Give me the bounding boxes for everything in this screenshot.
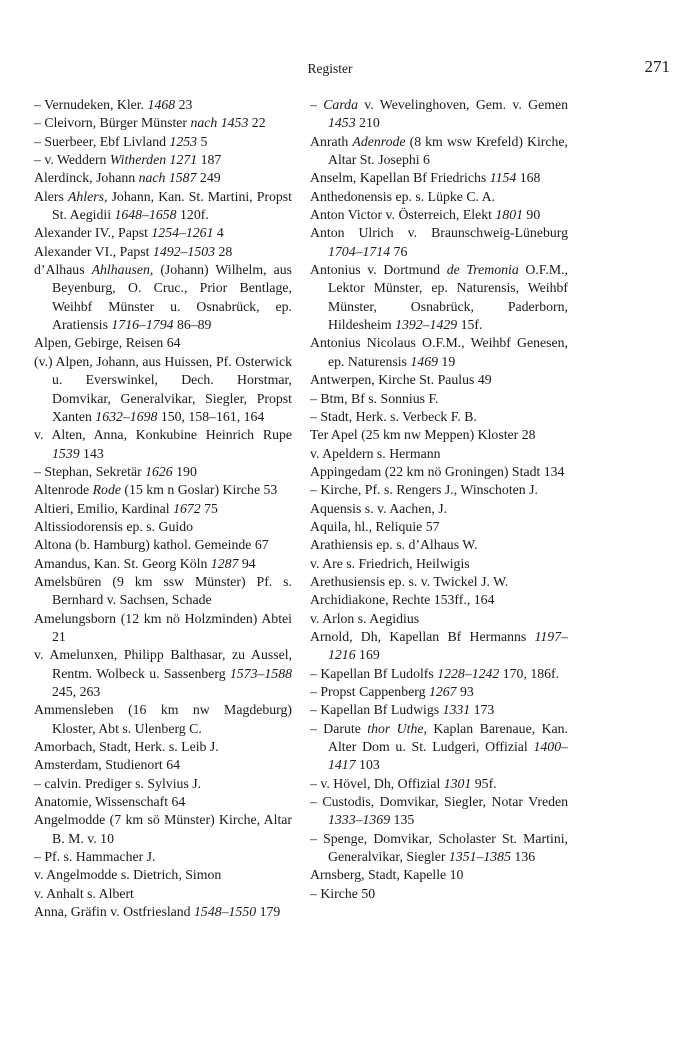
index-entry (34, 243, 292, 261)
running-head: Register (307, 61, 353, 76)
entry-text: 210 (355, 115, 380, 131)
entry-italic-text: 1539 (52, 445, 80, 461)
index-entry (34, 334, 292, 352)
index-entry (310, 536, 568, 554)
index-entry (310, 555, 568, 573)
index-entry (34, 646, 292, 701)
entry-text: 173 (470, 702, 495, 718)
entry-italic-text: thor Uthe, (367, 720, 427, 736)
entry-text: (15 km n Goslar) Kirche 53 (120, 482, 278, 498)
entry-italic-text: 1351–1385 (448, 849, 511, 865)
entry-italic-text: 1453 (328, 115, 356, 131)
index-entry (310, 261, 568, 334)
entry-text: 94 (238, 555, 256, 571)
index-column-left (34, 96, 292, 921)
entry-italic-text: Witherden 1271 (109, 152, 198, 168)
entry-text: 75 (200, 500, 218, 516)
entry-text: Amelsbüren (9 km ssw Münster) Pf. s. Bernhard v. Sachsen, Schade (34, 573, 292, 608)
entry-italic-text: 1228–1242 (437, 665, 500, 681)
entry-italic-text: 1716–1794 (111, 317, 174, 333)
entry-text: Anthedonensis ep. s. Lüpke C. A. (310, 188, 496, 204)
entry-text: v. Amelunxen, Philipp Balthasar, zu Aussel, Rentm. Wolbeck u. Sassenberg (34, 647, 292, 681)
index-entry (310, 334, 568, 371)
index-entry (310, 206, 568, 224)
index-entry (34, 811, 292, 848)
entry-text: v. Arlon s. Aegidius (310, 610, 420, 626)
entry-italic-text: 1469 (410, 353, 438, 369)
index-entry (310, 866, 568, 884)
entry-text: Altenrode (34, 482, 93, 498)
entry-italic-text: 1197–1216 (328, 628, 568, 663)
entry-italic-text: 1267 (428, 684, 457, 699)
entry-italic-text: 1400–1417 (328, 739, 568, 773)
entry-italic-text: 1253 (169, 133, 198, 149)
entry-italic-text: nach 1453 (190, 115, 249, 131)
entry-italic-text: 1573–1588 (229, 665, 292, 681)
entry-text: 19 (437, 353, 456, 369)
entry-italic-text: 1492–1503 (152, 243, 216, 259)
index-entry (310, 591, 568, 609)
entry-text: Alers (34, 188, 68, 204)
index-entry (310, 371, 568, 389)
entry-text: Antwerpen, Kirche St. Paulus 49 (310, 372, 492, 388)
index-entry (34, 426, 292, 463)
entry-text: Anton Victor v. Österreich, Elekt (310, 207, 496, 223)
entry-italic-text: 1548–1550 (194, 904, 257, 920)
entry-text: 76 (390, 243, 408, 259)
entry-text: 249 (196, 170, 221, 186)
entry-text: – Spenge, Domvikar, Scholaster St. Martini, Generalvikar, Siegler (310, 830, 568, 865)
entry-text: 190 (172, 463, 197, 479)
entry-text: O.F.M., Lektor Münster, ep. Naturensis, Weihbf Münster, Osnabrück, Paderborn, Hildesheim (328, 262, 569, 333)
index-entry (34, 169, 292, 187)
entry-italic-text: Ahlhausen, (91, 262, 154, 278)
entry-text: 95f. (471, 775, 497, 791)
entry-text: v. Alten, Anna, Konkubine Heinrich Rupe (34, 427, 292, 443)
entry-text: Arnsberg, Stadt, Kapelle 10 (310, 867, 464, 883)
entry-text: 23 (175, 97, 193, 112)
index-entry (310, 775, 568, 793)
page-number: 271 (644, 57, 670, 76)
entry-text: 15f. (457, 317, 483, 333)
entry-text: Johann, Kan. St. Martini, Propst St. Aegidii (52, 188, 292, 223)
entry-italic-text: 1154 (489, 170, 517, 186)
index-entry (310, 390, 568, 408)
entry-text: 120f. (176, 207, 209, 223)
entry-text: 5 (197, 133, 208, 149)
entry-text: Archidiakone, Rechte 153ff., 164 (310, 592, 495, 608)
entry-text: (Johann) Wilhelm, aus Beyenburg, O. Cruc., Prior Bentlage, Weihbf Münster u. Osnabrück, ep. Aratiensis (52, 262, 292, 333)
index-entry (310, 628, 568, 665)
index-entry (310, 518, 568, 536)
entry-text: – Cleivorn, Bürger Münster (34, 115, 191, 131)
entry-text: Arethusiensis ep. s. v. Twickel J. W. (310, 573, 509, 589)
entry-text: v. Are s. Friedrich, Heilwigis (310, 555, 470, 571)
index-entry (310, 885, 568, 903)
entry-italic-text: de Tremonia (446, 262, 519, 278)
index-entry (34, 463, 292, 481)
index-entry (310, 720, 568, 775)
index-entry (310, 426, 568, 444)
entry-text: – Stadt, Herk. s. Verbeck F. B. (310, 408, 477, 424)
entry-text: Alpen, Gebirge, Reisen 64 (34, 335, 181, 351)
index-entry (34, 224, 292, 242)
entry-text: Anton Ulrich v. Braunschweig-Lüneburg (310, 225, 568, 241)
entry-text: Aquila, hl., Reliquie 57 (310, 518, 440, 534)
entry-text: – Stephan, Sekretär (34, 463, 146, 479)
entry-text: Aquensis s. v. Aachen, J. (310, 500, 448, 516)
index-entry (34, 866, 292, 884)
entry-text: Anatomie, Wissenschaft 64 (34, 794, 186, 810)
index-entry (310, 573, 568, 591)
entry-italic-text: 1672 (173, 500, 201, 516)
entry-italic-text: 1468 (147, 97, 176, 112)
entry-text: 187 (197, 152, 222, 168)
index-entry (34, 573, 292, 610)
entry-text: Antonius Nicolaus O.F.M., Weihbf Genesen, ep. Naturensis (310, 335, 568, 369)
entry-text: 169 (355, 647, 380, 663)
index-entry (34, 555, 292, 573)
entry-text: Antonius v. Dortmund (310, 262, 447, 278)
index-entry (34, 353, 292, 426)
entry-text: Arnold, Dh, Kapellan Bf Hermanns (310, 628, 535, 644)
entry-text: (8 km wsw Krefeld) Kirche, Altar St. Josephi 6 (328, 133, 568, 168)
entry-text: 170, 186f. (499, 665, 560, 681)
index-entry (34, 518, 292, 536)
index-entry (310, 224, 568, 261)
entry-text: (v.) Alpen, Johann, aus Huissen, Pf. Osterwick u. Everswinkel, Dech. Horstmar, Domvikar, Generalvikar, Siegler, Propst Xanten (34, 353, 292, 424)
index-entry (310, 830, 568, 867)
index-entry (34, 793, 292, 811)
entry-text: Ammensleben (16 km nw Magdeburg) Kloster, Abt s. Ulenberg C. (34, 702, 292, 736)
entry-italic-text: 1648–1658 (114, 207, 177, 223)
entry-italic-text: 1333–1369 (328, 812, 391, 828)
entry-text: Amelungsborn (12 km nö Holzminden) Abtei 21 (34, 610, 292, 644)
entry-italic-text: Adenrode (352, 133, 406, 149)
entry-text: – Custodis, Domvikar, Siegler, Notar Vreden (310, 794, 568, 810)
index-entry (34, 188, 292, 225)
entry-text: Amandus, Kan. St. Georg Köln (34, 555, 211, 571)
entry-text: – Pf. s. Hammacher J. (34, 849, 156, 865)
index-entry (310, 701, 568, 719)
entry-text: d’Alhaus (34, 262, 92, 278)
index-entry (310, 610, 568, 628)
entry-italic-text: 1254–1261 (151, 225, 214, 241)
entry-text: v. Wevelinghoven, Gem. v. Gemen (357, 97, 568, 112)
index-entry (34, 738, 292, 756)
index-entry (34, 133, 292, 151)
entry-text: 90 (522, 207, 541, 223)
entry-text: v. Apeldern s. Hermann (310, 445, 441, 461)
entry-text: Amsterdam, Studienort 64 (34, 757, 180, 773)
entry-italic-text: 1301 (443, 775, 472, 791)
entry-italic-text: 1392–1429 (395, 317, 458, 333)
index-entry (310, 445, 568, 463)
index-entry (310, 96, 568, 133)
entry-italic-text: 1331 (442, 702, 471, 718)
entry-text: 28 (215, 243, 233, 259)
entry-text: 136 (510, 849, 536, 865)
index-entry (34, 261, 292, 334)
entry-text: 135 (390, 812, 415, 828)
entry-text: 245, 263 (52, 684, 101, 699)
index-entry (310, 665, 568, 683)
index-entry (34, 885, 292, 903)
entry-text: v. Anhalt s. Albert (34, 885, 134, 901)
entry-text: Appingedam (22 km nö Groningen) Stadt 134 (310, 463, 565, 479)
entry-text: – v. Weddern (34, 152, 110, 168)
entry-text: v. Angelmodde s. Dietrich, Simon (34, 867, 222, 883)
index-entry (310, 169, 568, 187)
index-entry (34, 96, 292, 114)
entry-italic-text: 1801 (495, 207, 523, 223)
entry-italic-text: 1287 (210, 555, 239, 571)
entry-text: Kaplan Barenaue, Kan. Alter Dom u. St. Ludgeri, Offizial (328, 720, 568, 755)
entry-text: – Kirche 50 (310, 885, 376, 901)
entry-text: Alexander VI., Papst (34, 243, 153, 259)
entry-text: 168 (516, 170, 541, 186)
entry-text: – Kirche, Pf. s. Rengers J., Winschoten J. (310, 482, 538, 498)
entry-text: Alerdinck, Johann (34, 170, 139, 186)
entry-italic-text: nach 1587 (138, 170, 197, 186)
index-entry (34, 151, 292, 169)
entry-text: 150, 158–161, 164 (157, 408, 265, 424)
entry-text: Anrath (310, 133, 353, 149)
entry-italic-text: 1632–1698 (95, 408, 158, 424)
entry-text: 143 (79, 445, 104, 461)
index-entry (34, 701, 292, 738)
page-header (30, 58, 670, 80)
entry-text: 86–89 (173, 317, 212, 333)
entry-text: – Vernudeken, Kler. (34, 97, 148, 112)
entry-italic-text: Ahlers, (67, 188, 108, 204)
entry-text: Angelmodde (7 km sö Münster) Kirche, Altar B. M. v. 10 (34, 812, 292, 846)
entry-text: Altona (b. Hamburg) kathol. Gemeinde 67 (34, 537, 269, 553)
entry-text: 103 (355, 757, 380, 773)
entry-text: – Btm, Bf s. Sonnius F. (310, 390, 439, 406)
index-entry (34, 775, 292, 793)
entry-text: Altissiodorensis ep. s. Guido (34, 518, 194, 534)
index-entry (310, 500, 568, 518)
index-entry (310, 408, 568, 426)
entry-text: Amorbach, Stadt, Herk. s. Leib J. (34, 739, 219, 755)
entry-text: Anselm, Kapellan Bf Friedrichs (310, 170, 490, 186)
entry-italic-text: Rode (92, 482, 121, 498)
index-entry (34, 848, 292, 866)
entry-text: 179 (256, 904, 281, 920)
entry-text: Ter Apel (25 km nw Meppen) Kloster 28 (310, 427, 536, 443)
entry-italic-text: 1704–1714 (328, 243, 391, 259)
index-entry (34, 610, 292, 647)
index-entry (310, 133, 568, 170)
index-entry (34, 756, 292, 774)
entry-text: 22 (248, 115, 266, 131)
entry-text: 4 (213, 225, 224, 241)
index-column-right (310, 96, 568, 903)
index-entry (34, 536, 292, 554)
entry-text: – Darute (310, 720, 368, 736)
index-entry (310, 793, 568, 830)
entry-text: Altieri, Emilio, Kardinal (34, 500, 174, 516)
entry-italic-text: Carda (323, 97, 358, 112)
entry-text: – Propst Cappenberg (310, 684, 429, 699)
entry-text: Arathiensis ep. s. d’Alhaus W. (310, 537, 478, 553)
entry-text: – Kapellan Bf Ludolfs (310, 665, 438, 681)
entry-text: – v. Hövel, Dh, Offizial (310, 775, 444, 791)
index-entry (310, 481, 568, 499)
index-entry (34, 114, 292, 132)
index-entry (34, 903, 292, 921)
index-entry (34, 481, 292, 499)
index-entry (310, 683, 568, 701)
entry-italic-text: 1626 (145, 463, 173, 479)
index-entry (310, 463, 568, 481)
entry-text: 93 (456, 684, 474, 699)
entry-text: – Kapellan Bf Ludwigs (310, 702, 443, 718)
entry-text: Alexander IV., Papst (34, 225, 152, 241)
entry-text: – Suerbeer, Ebf Livland (34, 133, 170, 149)
index-entry (310, 188, 568, 206)
entry-text: – calvin. Prediger s. Sylvius J. (34, 775, 202, 791)
index-entry (34, 500, 292, 518)
entry-text: – (310, 97, 324, 112)
entry-text: Anna, Gräfin v. Ostfriesland (34, 904, 195, 920)
